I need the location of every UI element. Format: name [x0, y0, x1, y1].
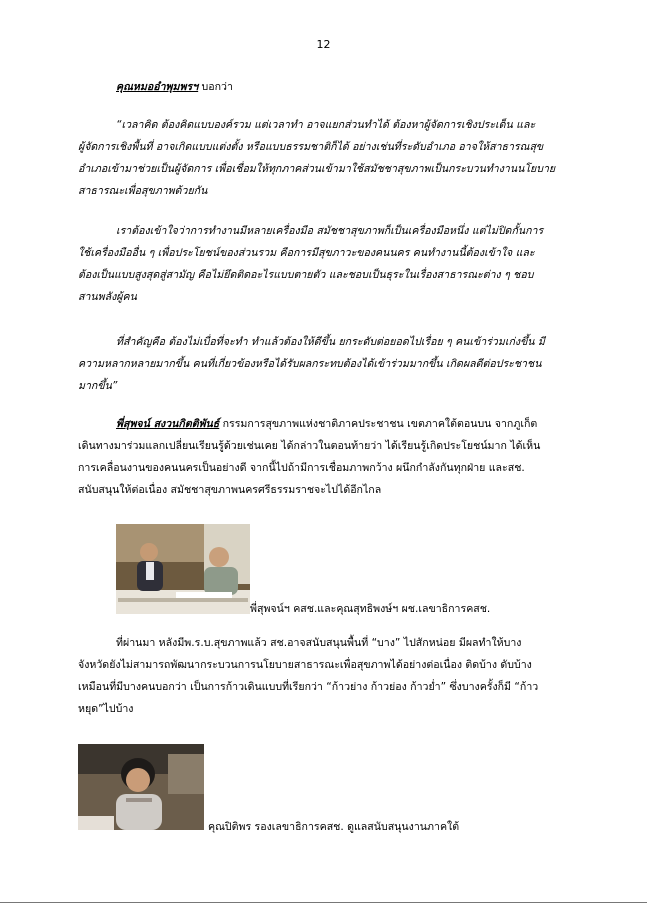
text-line: สนับสนุนให้ต่อเนื่อง สมัชชาสุขภาพนครศรีธรรมราชจะไปได้อีกไกล — [78, 484, 382, 496]
text-line: ผู้จัดการเชิงพื้นที่ อาจเกิดแบบแต่งตั้ง หรือแบบธรรมชาติก็ได้ อย่างเช่นที่ระดับอำเภอ อาจให้สาธารณสุข — [78, 141, 544, 153]
text-line: ความหลากหลายมากขึ้น คนที่เกี่ยวข้องหรือได้รับผลกระทบต้องได้เข้าร่วมมากขึ้น เกิดผลดีต่อประชาชน — [78, 358, 542, 370]
text-line: อำเภอเข้ามาช่วยเป็นผู้จัดการ เพื่อเชื่อมให้ทุกภาคส่วนเข้ามาใช้สมัชชาสุขภาพเป็นกระบวนทำงานนโยบาย — [78, 163, 556, 175]
supot-paragraph — [78, 413, 576, 501]
speaker-intro — [78, 76, 576, 98]
history-paragraph — [78, 632, 576, 720]
text-line: สาธารณะเพื่อสุขภาพด้วยกัน — [78, 185, 208, 197]
text-line: เราต้องเข้าใจว่าการทำงานมีหลายเครื่องมือ สมัชชาสุขภาพก็เป็นเครื่องมือหนึ่ง แต่ไม่ปิดกั้นการ — [116, 225, 544, 237]
quote-paragraph-2 — [78, 220, 576, 308]
meeting-photo-two-men — [116, 524, 250, 614]
text-line: ใช้เครื่องมืออื่น ๆ เพื่อประโยชน์ของส่วนรวม คือการมีสุขภาวะของคนนคร คนทำงานนี้ต้องเข้าใจ และ — [78, 247, 535, 259]
text-line: ต้องเป็นแบบสูงสุดสู่สามัญ คือไม่ยึดติดอะไรแบบตายตัว และชอบเป็นธุระในเรื่องสาธารณะต่าง ๆ ชอบ — [78, 269, 534, 281]
text-line: เหมือนที่มีบางคนบอกว่า เป็นการก้าวเดินแบบที่เรียกว่า “ก้าวย่าง ก้าวย่อง ก้าวย่ำ” ซึ่งบางครั้งก็มี “ก้าว — [78, 681, 539, 693]
footer-rule — [0, 902, 647, 903]
quote-paragraph-1 — [78, 114, 576, 202]
text-line: หยุด”ไปบ้าง — [78, 703, 134, 715]
speaker-intro-text: บอกว่า — [198, 81, 233, 93]
text-line: ที่สำคัญคือ ต้องไม่เบื่อที่จะทำ ทำแล้วต้องให้ดีขึ้น ยกระดับต่อยอดไปเรื่อย ๆ คนเข้าร่วมเก่งขึ้น มี — [116, 336, 545, 348]
text-line: การเคลื่อนงานของคนนครเป็นอย่างดี จากนี้ไปถ้ามีการเชื่อมภาพกว้าง ผนึกกำลังกันทุกฝ่าย และสช. — [78, 462, 525, 474]
meeting-photo-woman — [78, 744, 204, 830]
photo-caption: พี่สุพจน์ฯ คสช.และคุณสุทธิพงษ์ฯ ผช.เลขาธิการคสช. — [250, 603, 491, 615]
photo-caption: คุณปิติพร รองเลขาธิการคสช. ดูแลสนับสนุนงานภาคใต้ — [208, 821, 460, 833]
text-line: สานพลังผู้คน — [78, 291, 137, 303]
page-number: 12 — [316, 38, 331, 51]
speaker-name: คุณหมออำพุมพรฯ — [116, 81, 199, 93]
text-line: ที่ผ่านมา หลังมีพ.ร.บ.สุขภาพแล้ว สช.อาจสนับสนุนพื้นที่ “บาง” ไปสักหน่อย มีผลทำให้บาง — [116, 637, 522, 649]
speaker-role-text: กรรมการสุขภาพแห่งชาติภาคประชาชน เขตภาคใต้ตอนบน จากภูเก็ต — [219, 418, 538, 430]
text-line: เดินทางมาร่วมแลกเปลี่ยนเรียนรู้ด้วยเช่นเคย ได้กล่าวในตอนท้ายว่า ได้เรียนรู้เกิดประโยชน์มาก ได้เห็น — [78, 440, 541, 452]
speaker-name: พี่สุพจน์ สงวนกิตติพันธ์ — [116, 418, 220, 430]
text-line: “เวลาคิด ต้องคิดแบบองค์รวม แต่เวลาทำ อาจแยกส่วนทำได้ ต้องหาผู้จัดการเชิงประเด็น และ — [116, 119, 536, 131]
text-line: จังหวัดยังไม่สามารถพัฒนากระบวนการนโยบายสาธารณะเพื่อสุขภาพได้อย่างต่อเนื่อง ติดบ้าง ดับบ้าง — [78, 659, 532, 671]
text-line: มากขึ้น” — [78, 380, 118, 392]
quote-paragraph-3 — [78, 331, 576, 397]
